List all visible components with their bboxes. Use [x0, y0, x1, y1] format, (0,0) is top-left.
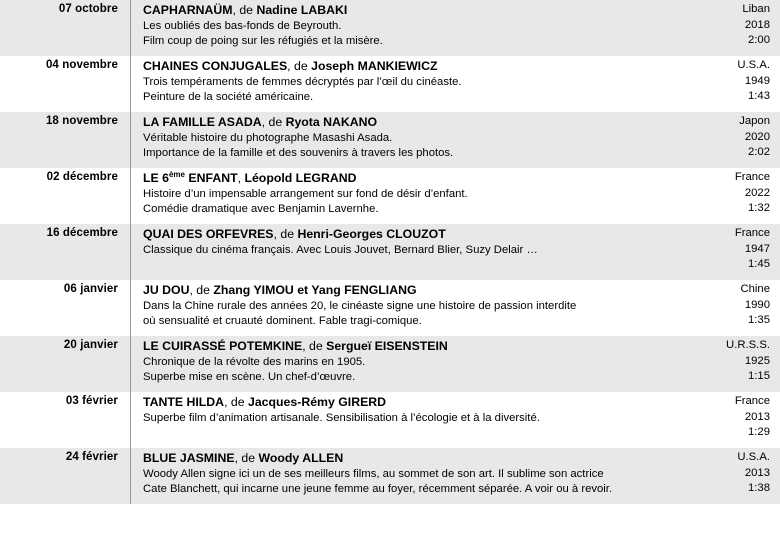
film-description-line: Comédie dramatique avec Benjamin Lavernhe.	[143, 203, 379, 216]
film-director: Ryota NAKANO	[285, 115, 378, 129]
film-year: 2020	[744, 130, 770, 143]
film-info	[130, 168, 668, 224]
title-director-connector: , de	[232, 3, 257, 17]
film-meta	[668, 448, 780, 497]
screening-date: 24 février	[65, 451, 118, 463]
title-director-connector: , de	[302, 339, 327, 353]
film-year: 2013	[744, 466, 770, 479]
film-description-line: Histoire d’un impensable arrangement sur fond de désir d’enfant.	[143, 188, 468, 200]
screening-date: 16 décembre	[46, 227, 118, 239]
film-info	[130, 112, 668, 168]
title-director-connector: , de	[224, 395, 248, 409]
film-duration: 1:45	[748, 258, 770, 271]
screening-date: 06 janvier	[63, 283, 118, 295]
screening-date: 04 novembre	[45, 59, 118, 71]
film-duration: 1:35	[748, 314, 770, 327]
film-year: 1990	[744, 298, 770, 311]
title-director-connector: , de	[273, 227, 298, 241]
film-duration: 2:02	[748, 146, 770, 159]
film-description-line: Classique du cinéma français. Avec Louis Jouvet, Bernard Blier, Suzy Delair …	[143, 244, 538, 256]
film-year: 2013	[744, 410, 770, 423]
film-director: Henri-Georges CLOUZOT	[297, 227, 446, 241]
film-director: Sergueï EISENSTEIN	[326, 339, 448, 353]
film-info	[130, 392, 668, 448]
film-title-text: QUAI DES ORFEVRES	[143, 227, 274, 241]
film-title-text: JU DOU	[143, 283, 190, 297]
film-meta	[668, 224, 780, 273]
film-title-text: LA FAMILLE ASADA	[143, 115, 262, 129]
film-title-text: LE 6	[143, 171, 169, 185]
film-title	[143, 114, 662, 130]
title-director-connector: , de	[234, 451, 259, 465]
film-year: 2022	[744, 186, 770, 199]
film-info	[130, 448, 668, 504]
film-director: Zhang YIMOU et Yang FENGLIANG	[213, 283, 417, 297]
film-country: Chine	[740, 283, 770, 295]
screening-date: 18 novembre	[45, 115, 118, 127]
film-title-superscript: ème	[168, 169, 185, 179]
schedule-row	[0, 448, 780, 504]
film-director: Jacques-Rémy GIRERD	[248, 395, 387, 409]
film-country: U.S.A.	[737, 451, 770, 463]
title-director-connector: , de	[287, 59, 312, 73]
film-title	[143, 282, 662, 298]
film-country: Liban	[742, 3, 770, 15]
film-title-text: LE CUIRASSÉ POTEMKINE	[143, 339, 303, 353]
film-duration: 1:38	[748, 482, 770, 495]
film-meta	[668, 392, 780, 441]
film-meta	[668, 0, 780, 49]
film-description-line: Véritable histoire du photographe Masashi Asada.	[143, 132, 393, 144]
film-info	[130, 280, 668, 336]
film-meta	[668, 280, 780, 329]
film-title	[143, 2, 662, 18]
schedule-row	[0, 392, 780, 448]
film-meta	[668, 56, 780, 105]
film-duration: 1:29	[748, 426, 770, 439]
schedule-row	[0, 336, 780, 392]
film-description-line: Film coup de poing sur les réfugiés et la misère.	[143, 35, 383, 48]
film-title	[143, 58, 662, 74]
film-description-line: Dans la Chine rurale des années 20, le cinéaste signe une histoire de passion interdite	[143, 300, 577, 312]
film-year: 2018	[744, 18, 770, 31]
title-director-connector: , de	[189, 283, 214, 297]
film-info	[130, 224, 668, 280]
film-title	[143, 338, 662, 354]
screening-date: 07 octobre	[58, 3, 118, 15]
film-director: Woody ALLEN	[258, 451, 344, 465]
film-country: France	[734, 171, 770, 183]
film-year: 1925	[744, 354, 770, 367]
screening-date: 02 décembre	[46, 171, 118, 183]
film-description-line: Les oubliés des bas-fonds de Beyrouth.	[143, 20, 342, 32]
schedule-row	[0, 0, 780, 56]
film-duration: 1:43	[748, 90, 770, 103]
schedule-row	[0, 224, 780, 280]
film-info	[130, 0, 668, 56]
film-country: U.R.S.S.	[726, 339, 770, 351]
film-info	[130, 56, 668, 112]
film-meta	[668, 168, 780, 217]
film-duration: 1:32	[748, 202, 770, 215]
film-description-line: Cate Blanchett, qui incarne une jeune femme au foyer, récemment séparée. A voir ou à revoir.	[143, 483, 613, 496]
film-country: France	[734, 227, 770, 239]
film-title	[143, 450, 662, 466]
film-description-line: Woody Allen signe ici un de ses meilleurs films, au sommet de son art. Il sublime son actrice	[143, 468, 604, 480]
schedule-row	[0, 112, 780, 168]
film-country: Japon	[739, 115, 770, 127]
film-country: France	[734, 395, 770, 407]
film-title-text: CHAINES CONJUGALES	[143, 59, 288, 73]
film-duration: 2:00	[748, 34, 770, 47]
schedule-row	[0, 56, 780, 112]
schedule-row	[0, 168, 780, 224]
film-country: U.S.A.	[737, 59, 770, 71]
screening-date: 03 février	[65, 395, 118, 407]
film-description-line: Peinture de la société américaine.	[143, 91, 314, 104]
film-meta	[668, 336, 780, 385]
film-meta	[668, 112, 780, 161]
film-description-line: Trois tempéraments de femmes décryptés par l’œil du cinéaste.	[143, 76, 462, 88]
film-year: 1949	[744, 74, 770, 87]
film-director: Léopold LEGRAND	[244, 171, 357, 185]
film-duration: 1:15	[748, 370, 770, 383]
film-description-line: Importance de la famille et des souvenirs à travers les photos.	[143, 147, 454, 160]
film-director: Joseph MANKIEWICZ	[311, 59, 438, 73]
film-title	[143, 170, 662, 186]
film-title	[143, 394, 662, 410]
schedule-row	[0, 280, 780, 336]
film-title	[143, 226, 662, 242]
film-description-line: Superbe mise en scène. Un chef-d’œuvre.	[143, 371, 356, 384]
film-title-text: TANTE HILDA	[143, 395, 225, 409]
film-title-text: CAPHARNAÜM	[143, 3, 233, 17]
film-description-line: Chronique de la révolte des marins en 1905.	[143, 356, 366, 368]
title-director-connector: , de	[261, 115, 286, 129]
film-director: Nadine LABAKI	[256, 3, 348, 17]
screening-date: 20 janvier	[63, 339, 118, 351]
film-description-line: Superbe film d’animation artisanale. Sensibilisation à l’écologie et à la diversité.	[143, 412, 540, 424]
film-title-text-continued: ENFANT	[185, 171, 238, 185]
film-year: 1947	[744, 242, 770, 255]
film-title-text: BLUE JASMINE	[143, 451, 235, 465]
film-description-line: où sensualité et cruauté dominent. Fable tragi-comique.	[143, 315, 422, 328]
title-director-connector: ,	[237, 171, 245, 185]
film-info	[130, 336, 668, 392]
